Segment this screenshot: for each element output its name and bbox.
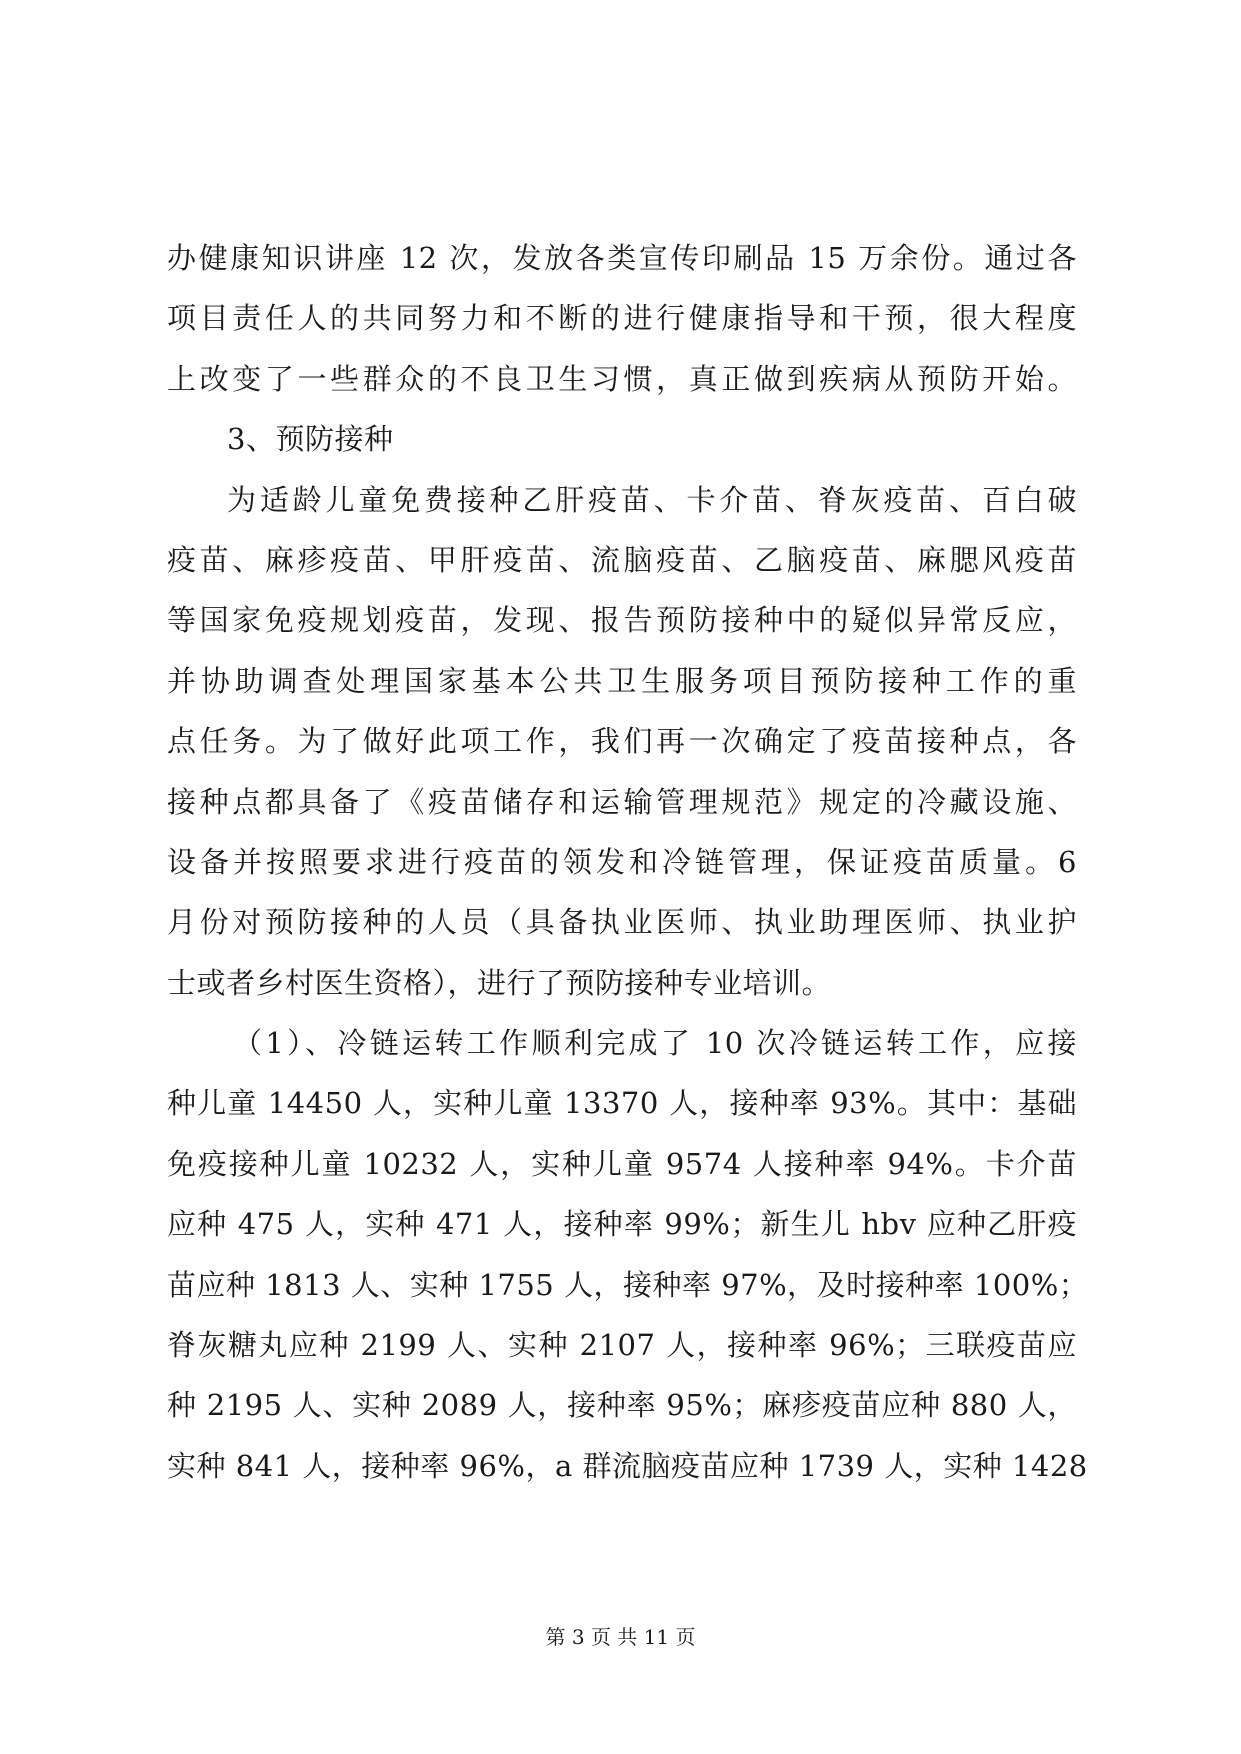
text-line: 上改变了一些群众的不良卫生习惯，真正做到疾病从预防开始。 — [167, 361, 1077, 396]
text-line: 实种 841 人，接种率 96%，a 群流脑疫苗应种 1739 人，实种 1428 — [167, 1448, 1088, 1483]
text-line: 种儿童 14450 人，实种儿童 13370 人，接种率 93%。其中：基础 — [167, 1086, 1077, 1121]
text-line: 士或者乡村医生资格），进行了预防接种专业培训。 — [167, 965, 832, 1000]
section-heading: 3、预防接种 — [227, 422, 394, 457]
text-line: 接种点都具备了《疫苗储存和运输管理规范》规定的冷藏设施、 — [167, 784, 1077, 819]
text-line: 办健康知识讲座 12 次，发放各类宣传印刷品 15 万余份。通过各 — [167, 241, 1077, 275]
body-text — [167, 228, 1089, 1496]
text-line: 疫苗、麻疹疫苗、甲肝疫苗、流脑疫苗、乙脑疫苗、麻腮风疫苗 — [167, 542, 1077, 577]
text-line: 等国家免疫规划疫苗，发现、报告预防接种中的疑似异常反应， — [167, 603, 1077, 638]
text-line: 苗应种 1813 人、实种 1755 人，接种率 97%，及时接种率 100%； — [167, 1267, 1089, 1302]
text-line: 脊灰糖丸应种 2199 人、实种 2107 人，接种率 96%；三联疫苗应 — [167, 1328, 1077, 1363]
text-line: 设备并按照要求进行疫苗的领发和冷链管理，保证疫苗质量。6 — [167, 844, 1077, 879]
page-number-footer: 第 3 页 共 11 页 — [545, 1625, 696, 1649]
text-line: 月份对预防接种的人员（具备执业医师、执业助理医师、执业护 — [167, 905, 1077, 940]
text-line: 应种 475 人，实种 471 人，接种率 99%；新生儿 hbv 应种乙肝疫 — [167, 1207, 1077, 1242]
text-line: 点任务。为了做好此项工作，我们再一次确定了疫苗接种点，各 — [167, 724, 1077, 759]
text-line: 种 2195 人、实种 2089 人，接种率 95%；麻疹疫苗应种 880 人， — [167, 1388, 1077, 1423]
text-line: 并协助调查处理国家基本公共卫生服务项目预防接种工作的重 — [167, 663, 1077, 698]
text-line: 免疫接种儿童 10232 人，实种儿童 9574 人接种率 94%。卡介苗 — [167, 1146, 1077, 1181]
text-line: 为适龄儿童免费接种乙肝疫苗、卡介苗、脊灰疫苗、百白破 — [227, 482, 1077, 517]
text-line: （1）、冷链运转工作顺利完成了 10 次冷链运转工作，应接 — [233, 1026, 1077, 1061]
text-line: 项目责任人的共同努力和不断的进行健康指导和干预，很大程度 — [167, 301, 1077, 336]
